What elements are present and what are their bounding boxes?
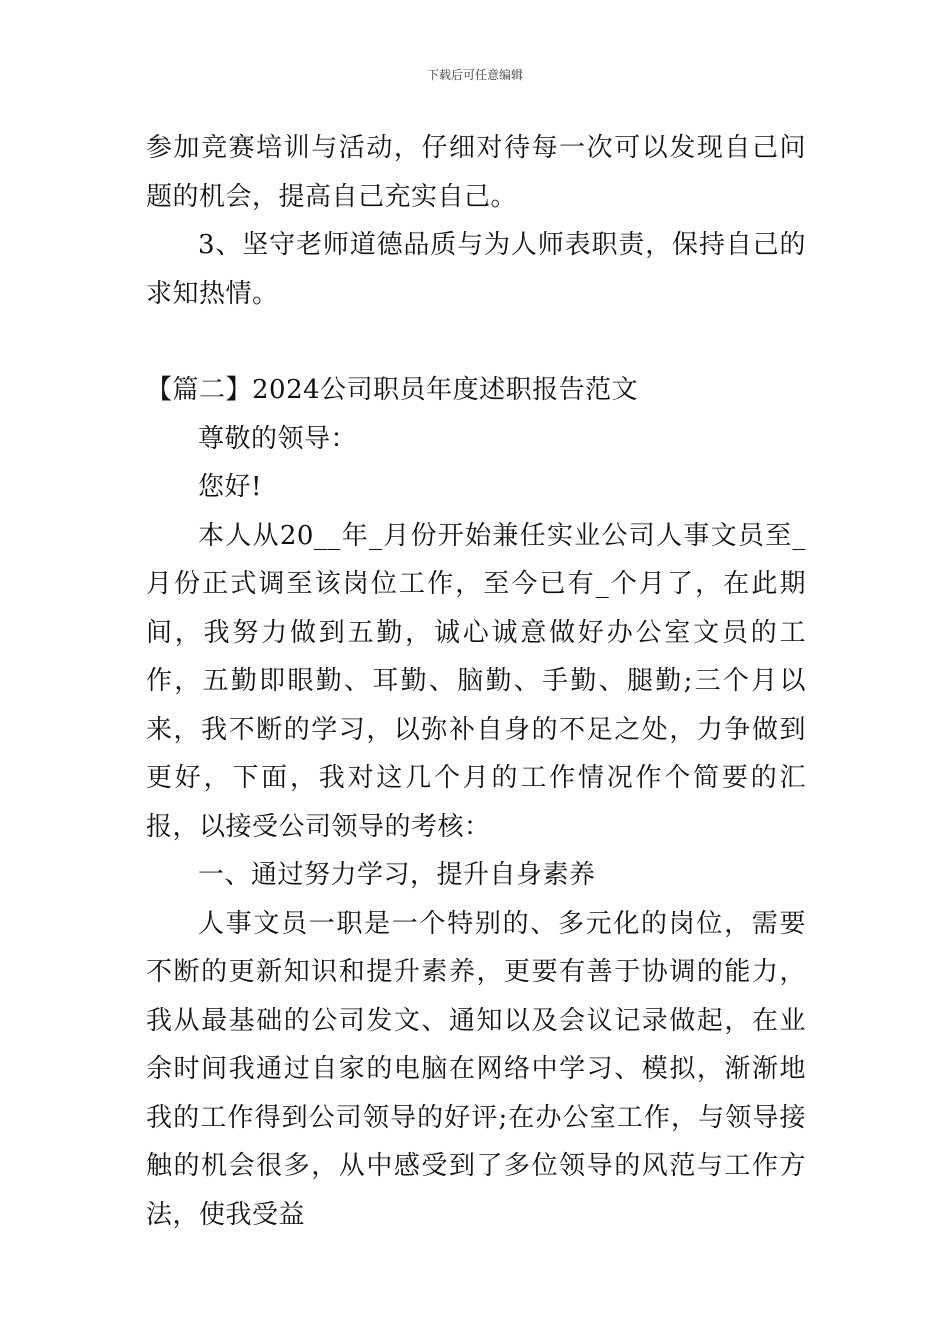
heading-study-improvement: 一、通过努力学习，提升自身素养 <box>198 860 596 890</box>
page-header-note: 下载后可任意编辑 <box>426 68 523 82</box>
paragraph-hr-clerk-role: 人事文员一职是一个特别的、多元化的岗位，需要不断的更新知识和提升素养，更要有善于协调的能力，我从最基础的公司发文、通知以及会议记录做起，在业余时间我通过自家的电脑在网络中学习、模拟，渐渐地我的工作得到公司领导的好评;在办公室工作，与领导接触的机会很多，从中感受到了多位领导的风范与工作方法，使我受益 <box>146 908 806 1230</box>
salutation: 尊敬的领导： <box>198 423 358 454</box>
paragraph-teacher-ethics: 3、坚守老师道德品质与为人师表职责，保持自己的求知热情。 <box>146 230 806 309</box>
greeting: 您好! <box>198 472 262 502</box>
section-title: 【篇二】2024公司职员年度述职报告范文 <box>146 375 639 405</box>
section-spacer <box>146 318 806 366</box>
paragraph-competition-training: 参加竞赛培训与活动，仔细对待每一次可以发现自己问题的机会，提高自己充实自己。 <box>146 133 806 212</box>
document-body <box>146 124 806 1239</box>
paragraph-introduction: 本人从20__年_月份开始兼任实业公司人事文员至_月份正式调至该岗位工作，至今已有_个月了，在此期间，我努力做到五勤，诚心诚意做好办公室文员的工作，五勤即眼勤、耳勤、脑勤、手勤、腿勤;三个月以来，我不断的学习，以弥补自身的不足之处，力争做到更好，下面，我对这几个月的工作情况作个简要的汇报，以接受公司领导的考核： <box>146 520 806 842</box>
